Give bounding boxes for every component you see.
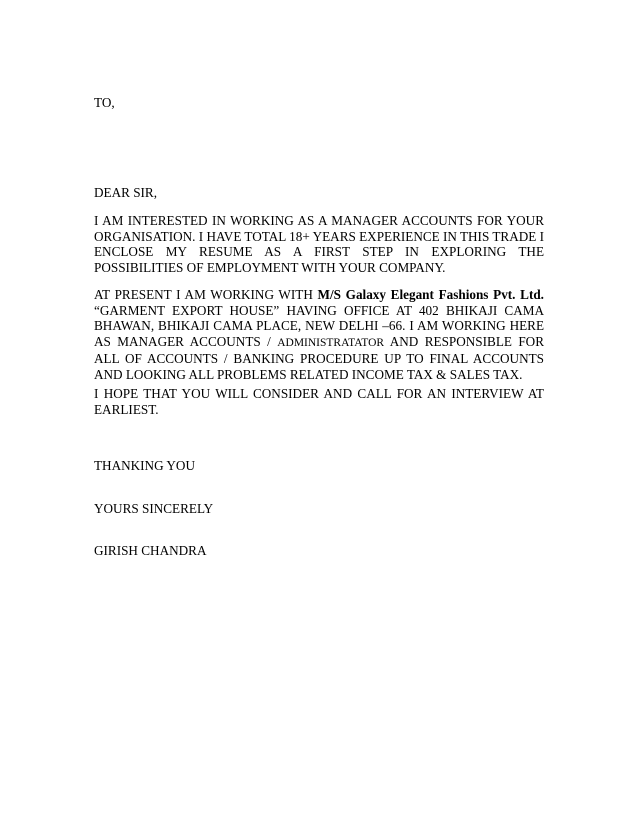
employment-intro: AT PRESENT I AM WORKING WITH xyxy=(94,287,318,302)
employment-details: “GARMENT EXPORT HOUSE” HAVING OFFICE AT 402 BHIKAJI CAMA BHAWAN, BHIKAJI CAMA PLACE, NEW DELHI –66. I AM WORKING HERE AS MANAGER ACCOUNTS / xyxy=(94,302,544,349)
closing-line: YOURS SINCERELY xyxy=(94,501,214,516)
role-administrator: ADMINISTRATATOR xyxy=(277,336,385,349)
paragraph-current-employment xyxy=(94,287,544,383)
thanking-line: THANKING YOU xyxy=(94,458,195,473)
company-name: M/S Galaxy Elegant Fashions Pvt. Ltd. xyxy=(317,287,544,302)
paragraph-interest: I AM INTERESTED IN WORKING AS A MANAGER ACCOUNTS FOR YOUR ORGANISATION. I HAVE TOTAL 18+ YEARS EXPERIENCE IN THIS TRADE I ENCLOSE MY RESUME AS A FIRST STEP IN EXPLORING THE POSSIBILITIES OF EMPLOYMENT WITH YOUR COMPANY. xyxy=(94,213,544,275)
salutation-to: TO, xyxy=(94,95,115,110)
greeting: DEAR SIR, xyxy=(94,185,158,200)
employment-responsibilities: AND RESPONSIBLE FOR ALL OF ACCOUNTS / BANKING PROCEDURE UP TO FINAL ACCOUNTS AND LOOKING ALL PROBLEMS RELATED INCOME TAX & SALES TAX. xyxy=(94,333,544,382)
signature-name: GIRISH CHANDRA xyxy=(94,543,207,558)
paragraph-interview-request: I HOPE THAT YOU WILL CONSIDER AND CALL FOR AN INTERVIEW AT EARLIEST. xyxy=(94,386,544,417)
